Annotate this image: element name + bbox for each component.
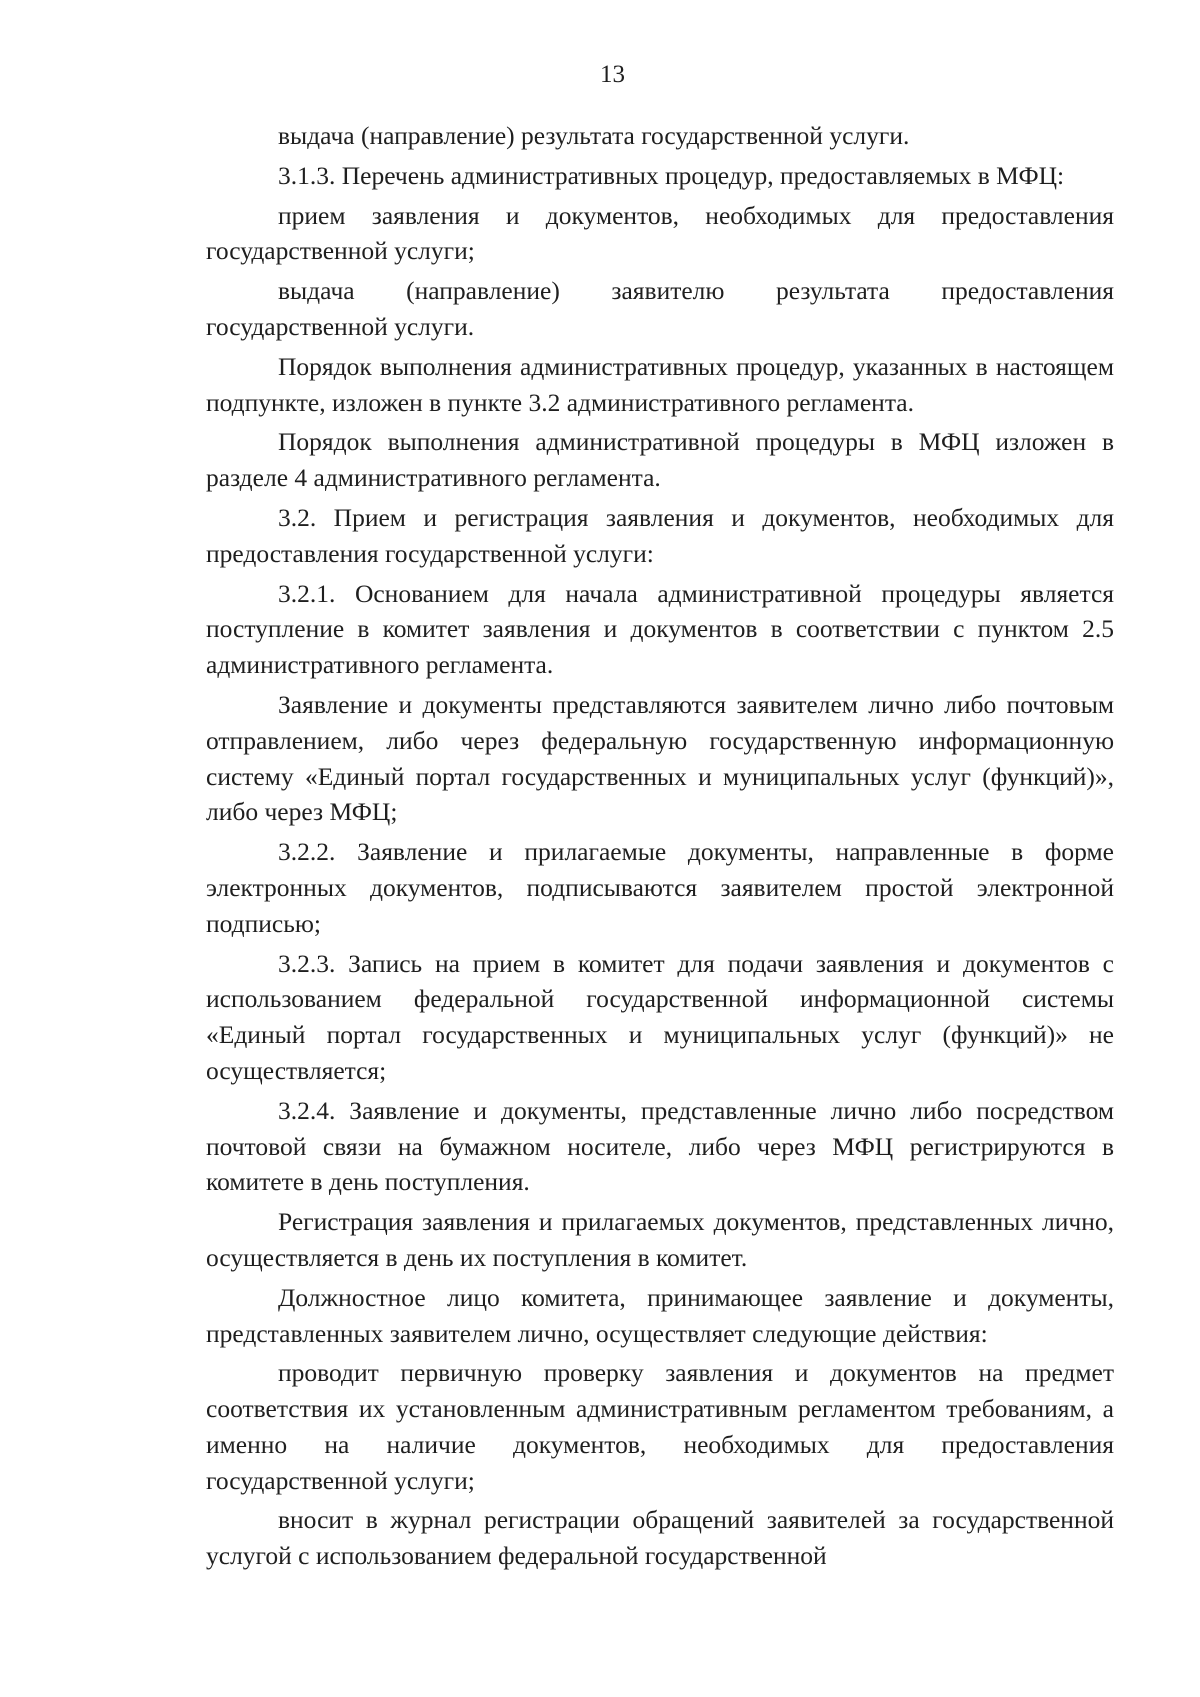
paragraph-5: Порядок выполнения административных процедур, указанных в настоящем подпункте, изложен в пункте 3.2 административного регламента.: [206, 351, 1114, 417]
paragraph-1: выдача (направление) результата государственной услуги.: [278, 121, 910, 150]
paragraph-16: вносит в журнал регистрации обращений заявителей за государственной услугой с использованием федеральной государственной: [206, 1505, 1114, 1571]
paragraph-15: проводит первичную проверку заявления и документов на предмет соответствия их установленным административным регламентом требованиям, а именно на наличие документов, необходимых для предоставления государственной услуги;: [206, 1358, 1114, 1495]
paragraph-4: выдача (направление) заявителю результата предоставления государственной услуги.: [206, 276, 1114, 341]
document-body: [206, 118, 1114, 1574]
page-number: 13: [600, 61, 625, 88]
paragraph-8: 3.2.1. Основанием для начала административной процедуры является поступление в комитет заявления и документов в соответствии с пунктом 2.5 административного регламента.: [206, 578, 1114, 680]
paragraph-10: 3.2.2. Заявление и прилагаемые документы, направленные в форме электронных документов, подписываются заявителем простой электронной подписью;: [206, 837, 1114, 938]
paragraph-9: Заявление и документы представляются заявителем лично либо почтовым отправлением, либо через федеральную государственную информационную систему «Единый портал государственных и муниципальных услуг (функций)», либо через МФЦ;: [206, 689, 1114, 827]
paragraph-3: прием заявления и документов, необходимых для предоставления государственной услуги;: [206, 200, 1114, 266]
paragraph-11: 3.2.3. Запись на прием в комитет для подачи заявления и документов с использованием федеральной государственной информационной системы «Единый портал государственных и муниципальных услуг (функций)» не осуществляется;: [206, 948, 1114, 1085]
paragraph-7: 3.2. Прием и регистрация заявления и документов, необходимых для предоставления государственной услуги:: [206, 502, 1114, 568]
paragraph-12: 3.2.4. Заявление и документы, представленные лично либо посредством почтовой связи на бумажном носителе, либо через МФЦ регистрируются в комитете в день поступления.: [206, 1095, 1114, 1197]
paragraph-6: Порядок выполнения административной процедуры в МФЦ изложен в разделе 4 административного регламента.: [206, 427, 1114, 493]
paragraph-2: 3.1.3. Перечень административных процедур, предоставляемых в МФЦ:: [278, 160, 1065, 190]
paragraph-14: Должностное лицо комитета, принимающее заявление и документы, представленных заявителем лично, осуществляет следующие действия:: [206, 1282, 1114, 1348]
paragraph-13: Регистрация заявления и прилагаемых документов, представленных лично, осуществляется в день их поступления в комитет.: [206, 1207, 1114, 1272]
